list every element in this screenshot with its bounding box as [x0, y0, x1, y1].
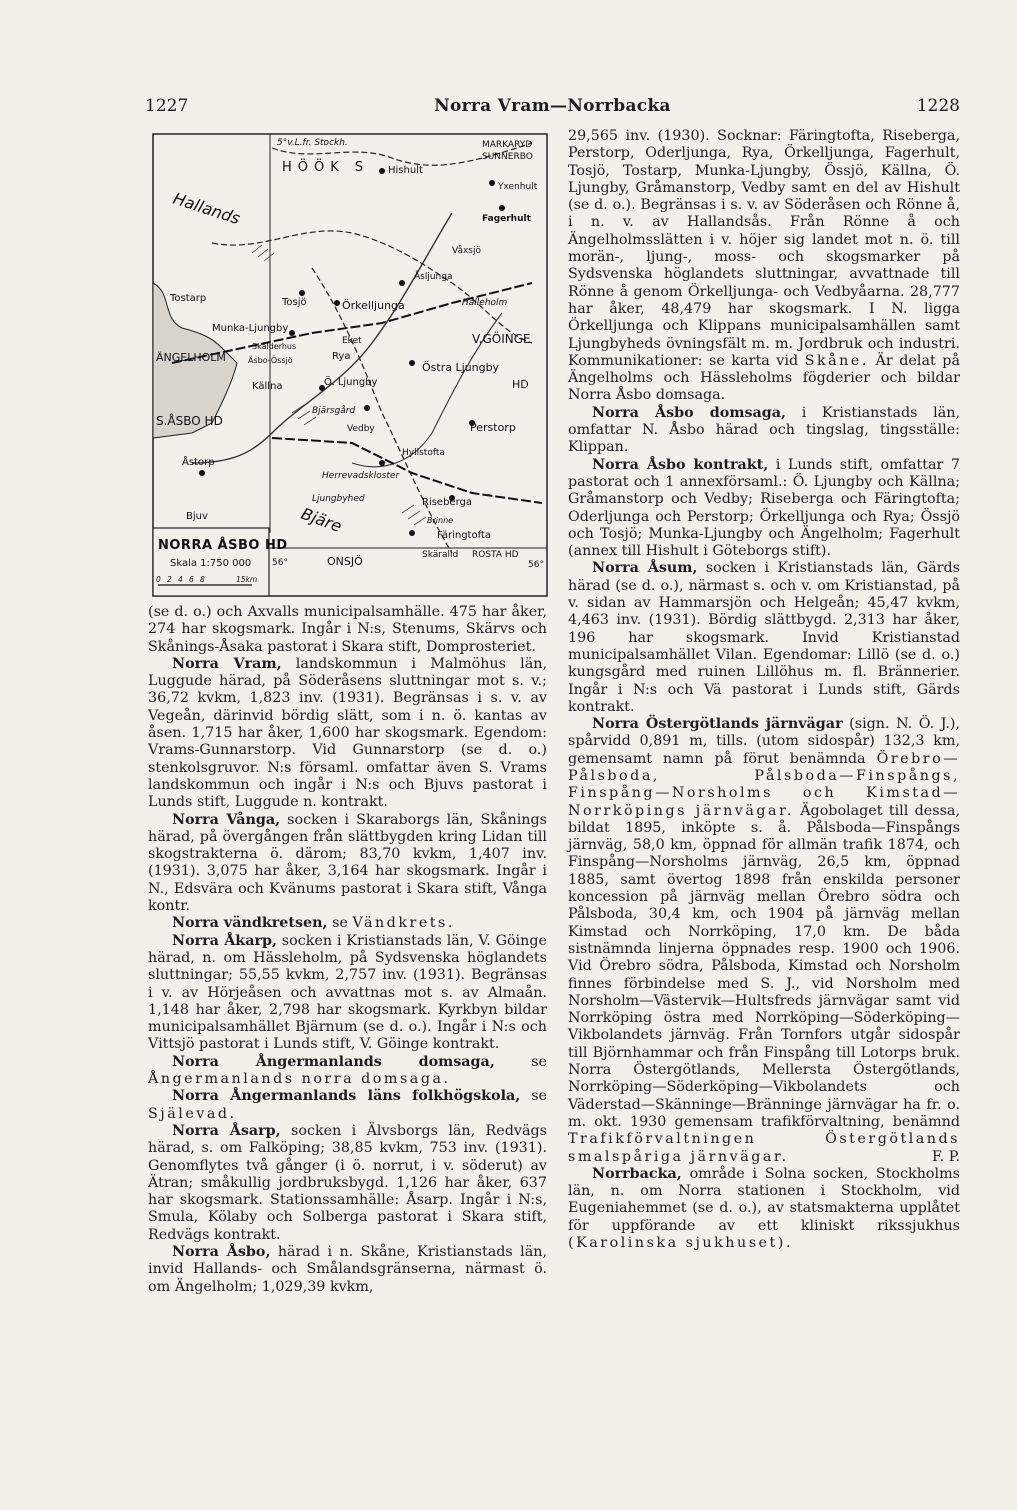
cross-reference: Vändkrets. [352, 915, 455, 932]
map-place-17: Östra Ljungby [422, 361, 500, 374]
map-scale-tick-15: 15km [236, 575, 258, 584]
map-place-8: Munka-Ljungby [212, 323, 289, 334]
entry-body: Är delat på Ängelholms och Hässleholms fögderier och bildar Norra Åsbo domsaga. [568, 352, 960, 404]
entry-body: landskommun i Malmöhus län, Luggude härad, på Söderåsens sluttningar mot s. v.; 36,72 kvkm, 1,823 inv. (1931). Begränsas i s. v. av Vegeån, därinvid bördig slätt, som i n. ö. kantas av åsen. 1,715 har åker, 1,600 har skogsmark. Egendom: Vrams-Gunnarstorp. Vid Gunnarstorp (se d. o.) stenkolsgruvor. N:s församl. omfattar även S. Vrams landskommun och ingår i N:s och Bjuvs pastorat i Lunds stift, Luggude n. kontrakt. [148, 655, 548, 811]
map-place-26: Åstorp [182, 457, 215, 468]
map-label-v-goinge: V.GÖINGE [472, 332, 531, 346]
map-place-10: Skälderhus [252, 342, 297, 351]
entry-head: Norra vändkretsen, [172, 915, 328, 932]
page-number-right: 1228 [916, 96, 960, 116]
entry-head: Norra Östergötlands järnvägar [592, 716, 843, 733]
entry-body: härad i n. Skåne, Kristianstads län, invid Hallands- och Smålandsgränserna, närmast ö. om Ängelholm; 1,029,39 kvkm, [148, 1243, 548, 1295]
see-word: se [332, 915, 348, 932]
map-meridian-label: 5°v.L.fr. Stockh. [277, 138, 348, 148]
entry-body: socken i Kristianstads län, V. Göinge härad, n. om Hässleholm, på Sydsvenska höglandets sluttningar; 55,55 kvkm, 2,757 inv. (1931). Begränsas i v. av Hörjeåsen och avvattnas mot s. av Almaån. 1,148 har åker, 2,798 har skogsmark. Kyrkbyn bildar municipalsamhället Bjärnum (se d. o.). Ingår i N:s och Vittsjö pastorat i Lunds stift, V. Göinge kontrakt. [148, 932, 547, 1053]
map-place-3: Våxsjö [452, 246, 481, 256]
entry-head: Norra Vånga, [172, 811, 281, 828]
cross-reference: Skåne. [804, 352, 869, 369]
entry-body: 29,565 inv. (1930). Socknar: Färingtofta, Riseberga, Perstorp, Oderljunga, Rya, Örkelljunga, Fagerhult, Tosjö, Tostarp, Munka-Ljungby, Össjö, Källna, Ö. Ljungby, Gråmanstorp, Vedby samt en del av Hishult (se d. o.). Begränsas i s. v. av Söderåsen och Rönne å, i n. v. av Hallandsås. Från Rönne å och Ängelholmsslätten i v. höjer sig landet mot n. ö. till morän-, ljung-, moss- och skogsmarker på Sydsvenska höglandets sluttningar, avvattnade till Rönne å genom Örkelljunga- och Vedbyåarna. 28,777 har åker, 48,479 har skogsmark. I N. ligga Örkelljunga och Klippans municipalsamhällen samt Ljungbyheds övningsfält m. m. Jordbruk och industri. Kommunikationer: se karta vid [568, 128, 960, 369]
map-place-7: Örkelljunga [342, 299, 405, 312]
entry-norra-asarp [148, 1123, 547, 1244]
map-place-14: Källna [252, 381, 283, 392]
map-scale-tick-2: 2 [167, 575, 172, 584]
map-place-25: Skäralid [422, 550, 459, 560]
paragraph [568, 128, 960, 405]
entry-head: Norrbacka, [592, 1165, 682, 1182]
entry-body: socken i Skaraborgs län, Skånings härad, på övergången från slättbygden kring Lidan till skogstrakterna ö. därom; 83,70 kvkm, 1,407 inv. (1931). 3,075 har åker, 3,164 har skogsmark. Ingår i N., Edsvära och Kvänums pastorat i Skara stift, Vånga kontr. [148, 811, 547, 915]
map-place-19: Perstorp [470, 421, 516, 434]
map-place-24: Färingtofta [437, 530, 491, 541]
map-place-0: Hishult [388, 165, 423, 176]
entry-norra-asbo [148, 1244, 547, 1296]
river-ronne [192, 213, 452, 463]
left-column [148, 604, 547, 1296]
cross-reference: Trafikförvaltningen Östergötlands smalspåriga järnvägar. [568, 1131, 960, 1165]
map-label-bjare: Bjäre [298, 503, 345, 537]
map-place-13: Rya [332, 351, 351, 362]
entry-body: socken i Kristianstads län, Gärds härad (se d. o.), närmast s. och v. om Kristianstad, på v. sidan av Hammarsjön och Helgeån; 45,47 kvkm, 4,463 inv. (1931). Bördig slättbygd. 2,313 har åker, 196 har skogsmark. Invid Kristianstad municipalsamhället Vilan. Egendomar: Lillö (se d. o.) kungsgård med ruinen Lillöhus m. fl. Brännerier. Ingår i N:s och Vä pastorat i Lunds stift, Gärds kontrakt. [568, 560, 960, 715]
entry-head: Norra Ångermanlands läns folkhögskola, [172, 1088, 521, 1105]
entry-norra-ostergotlands-jarnvagar [568, 716, 960, 1166]
map-scale-tick-6: 6 [189, 575, 194, 584]
district-map [152, 133, 548, 597]
map-parallel-right: 56° [528, 560, 544, 570]
map-label-rosta: ROSTA HD [472, 550, 519, 560]
entry-body: (sign. N. Ö. J.), spårvidd 0,891 m, tills. (utom sidospår) 132,3 km, gemensamt namn på förut benämnda [568, 716, 961, 767]
map-place-22: Herrevadskloster [322, 471, 400, 481]
map-place-4: Åsljunga [414, 272, 453, 282]
entry-body: område i Solna socken, Stockholms län, n. om Norra stationen i Stockholm, vid Eugeniahemmet (se d. o.), av statsmakterna upplåtet för uppförande av ett kliniskt rikssjukhus [568, 1165, 960, 1234]
right-column [568, 128, 960, 1252]
map-scale-tick-8: 8 [200, 575, 205, 584]
entry-head: Norra Vram, [172, 655, 282, 672]
map-label-sunnerbo: SUNNERBO [482, 152, 533, 162]
map-place-11: Äsbo-Össjö [248, 356, 293, 365]
map-label-angelholm: ÄNGELHOLM [156, 351, 226, 364]
entry-head: Norra Åsbo domsaga, [592, 404, 787, 421]
cross-reference: Själevad. [148, 1105, 237, 1122]
map-label-s-asbo: S.ÅSBO HD [156, 414, 223, 428]
map-label-hallands: Hallands [170, 188, 243, 229]
entry-head: Norra Åsarp, [172, 1122, 281, 1139]
map-scale-tick-4: 4 [178, 575, 183, 584]
map-place-20: Hyllstofta [402, 448, 445, 458]
map-place-1: Yxenhult [498, 182, 538, 192]
map-place-12: Eket [342, 336, 362, 346]
entry-head: Norra Åsum, [592, 560, 698, 577]
see-word: se [531, 1088, 547, 1105]
map-place-28: Brinne [427, 516, 454, 525]
map-place-16: Bjärsgård [312, 406, 356, 416]
entry-body: i Lunds stift, omfattar 7 pastorat och 1 annexförsaml.: Ö. Ljungby och Källna; Gråmanstorp och Vedby; Riseberga och Färingtofta; Oderljunga och Perstorp; Örkelljunga och Rya; Össjö och Tosjö; Munka-Ljungby och Ängelholm; Fagerhult (annex till Hishult i Göteborgs stift). [568, 456, 961, 560]
entry-head: Norra Åsbo, [172, 1243, 271, 1260]
map-place-6: Tosjö [282, 297, 307, 308]
map-place-27: Bjuv [186, 511, 208, 522]
entry-norrbacka [568, 1166, 960, 1252]
map-label-hd: HD [512, 378, 529, 391]
map-place-5: Tostarp [170, 293, 207, 304]
entry-norra-asbo-kontrakt [568, 457, 960, 561]
entry-head: Norra Åsbo kontrakt, [592, 456, 769, 473]
map-place-15: Ö. Ljungby [324, 377, 378, 388]
cross-reference: (Karolinska sjukhuset). [568, 1235, 793, 1251]
map-place-2: Fagerhult [482, 214, 531, 224]
entry-norra-asum [568, 560, 960, 716]
entry-norra-angermanlands-domsaga [148, 1054, 547, 1089]
entry-body: socken i Älvsborgs län, Redvägs härad, s. om Falköping; 38,85 kvkm, 753 inv. (1931). Genomflytes två gånger (i ö. norrut, i v. söderut) av Ätran; småkullig jordbruksbygd. 1,126 har åker, 637 har skogsmark. Stationssamhälle: Åsarp. Ingår i N:s, Smula, Kölaby och Solberga pastorat i Skara stift, Redvägs kontrakt. [148, 1122, 547, 1243]
map-label-onsjo: ONSJÖ [327, 555, 363, 568]
map-place-23: Riseberga [422, 497, 472, 508]
cross-reference: Ångermanlands norra domsaga. [148, 1071, 451, 1088]
page-header [145, 96, 960, 120]
entry-norra-angermanlands-folkhogskola [148, 1088, 547, 1123]
map-place-21: Ljungbyhed [312, 494, 365, 504]
map-scale-text: Skala 1:750 000 [170, 558, 252, 569]
entry-norra-asbo-domsaga [568, 405, 960, 457]
entry-body: Ägobolaget till dessa, bildat 1895, inköpte s. å. Pålsboda—Finspångs järnväg, 58,0 km, öppnad för allmän trafik 1874, och Finspång—Norsholms järnväg, 26,5 km, öppnad 1885, samt övertog 1898 från enskilda personer koncession på järnväg mellan Örebro södra och Pålsboda, 30,4 km, och 1904 på järnväg mellan Kimstad och Norrköping, 17,0 km. De båda sistnämnda linjerna öppnades resp. 1900 och 1906. Vid Örebro södra, Pålsboda, Kimstad och Norsholm finnes förbindelse med S. J., vid Norsholm med Norsholm—Västervik—Hultsfreds järnvägar samt vid Norrköping östra med Norrköping—Söderköping—Vikbolandets järnväg. Från Tornfors utgår sidospår till Björnhammar och från Finspång till Lotorps bruk. Norra Östergötlands, Mellersta Östergötlands, Norrköping—Söderköping—Vikbolandets och Väderstad—Skänninge—Bränninge järnvägar ha fr. o. m. okt. 1930 gemensam trafikförvaltning, benämnd [568, 802, 960, 1130]
map-scale-tick-0: 0 [156, 575, 161, 584]
entry-norra-akarp [148, 933, 547, 1054]
map-svg [152, 133, 548, 597]
entry-norra-vram [148, 656, 547, 812]
entry-norra-vanga [148, 812, 547, 916]
map-parallel-left: 56° [272, 558, 288, 568]
map-label-hook: HÖÖK S [282, 160, 370, 175]
entry-head: Norra Åkarp, [172, 932, 277, 949]
see-word: se [531, 1053, 548, 1070]
paragraph: (se d. o.) och Axvalls municipalsamhälle. 475 har åker, 274 har skogsmark. Ingår i N:s, Stenums, Skärvs och Skånings-Åsaka pastorat i Skara stift, Domprosteriet. [148, 604, 547, 655]
map-legend-title: NORRA ÅSBO HD [158, 538, 288, 553]
page-number-left: 1227 [145, 96, 189, 116]
entry-norra-vandkretsen [148, 915, 547, 932]
running-title: Norra Vram—Norrbacka [434, 96, 671, 116]
map-label-markaryd: MARKARYD [482, 140, 533, 150]
map-place-9: Hålleholm [462, 298, 508, 308]
entry-head: Norra Ångermanlands domsaga, [172, 1053, 495, 1070]
author-signature: F. P. [931, 1148, 960, 1165]
map-place-18: Vedby [347, 424, 375, 434]
cross-reference: Örebro—Pålsboda, Pålsboda—Finspångs, Finspång—Norsholms och Kimstad—Norrköpings järnvägar. [568, 750, 961, 819]
entry-body: i Kristianstads län, omfattar N. Åsbo härad och tingslag, tingsställe: Klippan. [568, 404, 960, 456]
